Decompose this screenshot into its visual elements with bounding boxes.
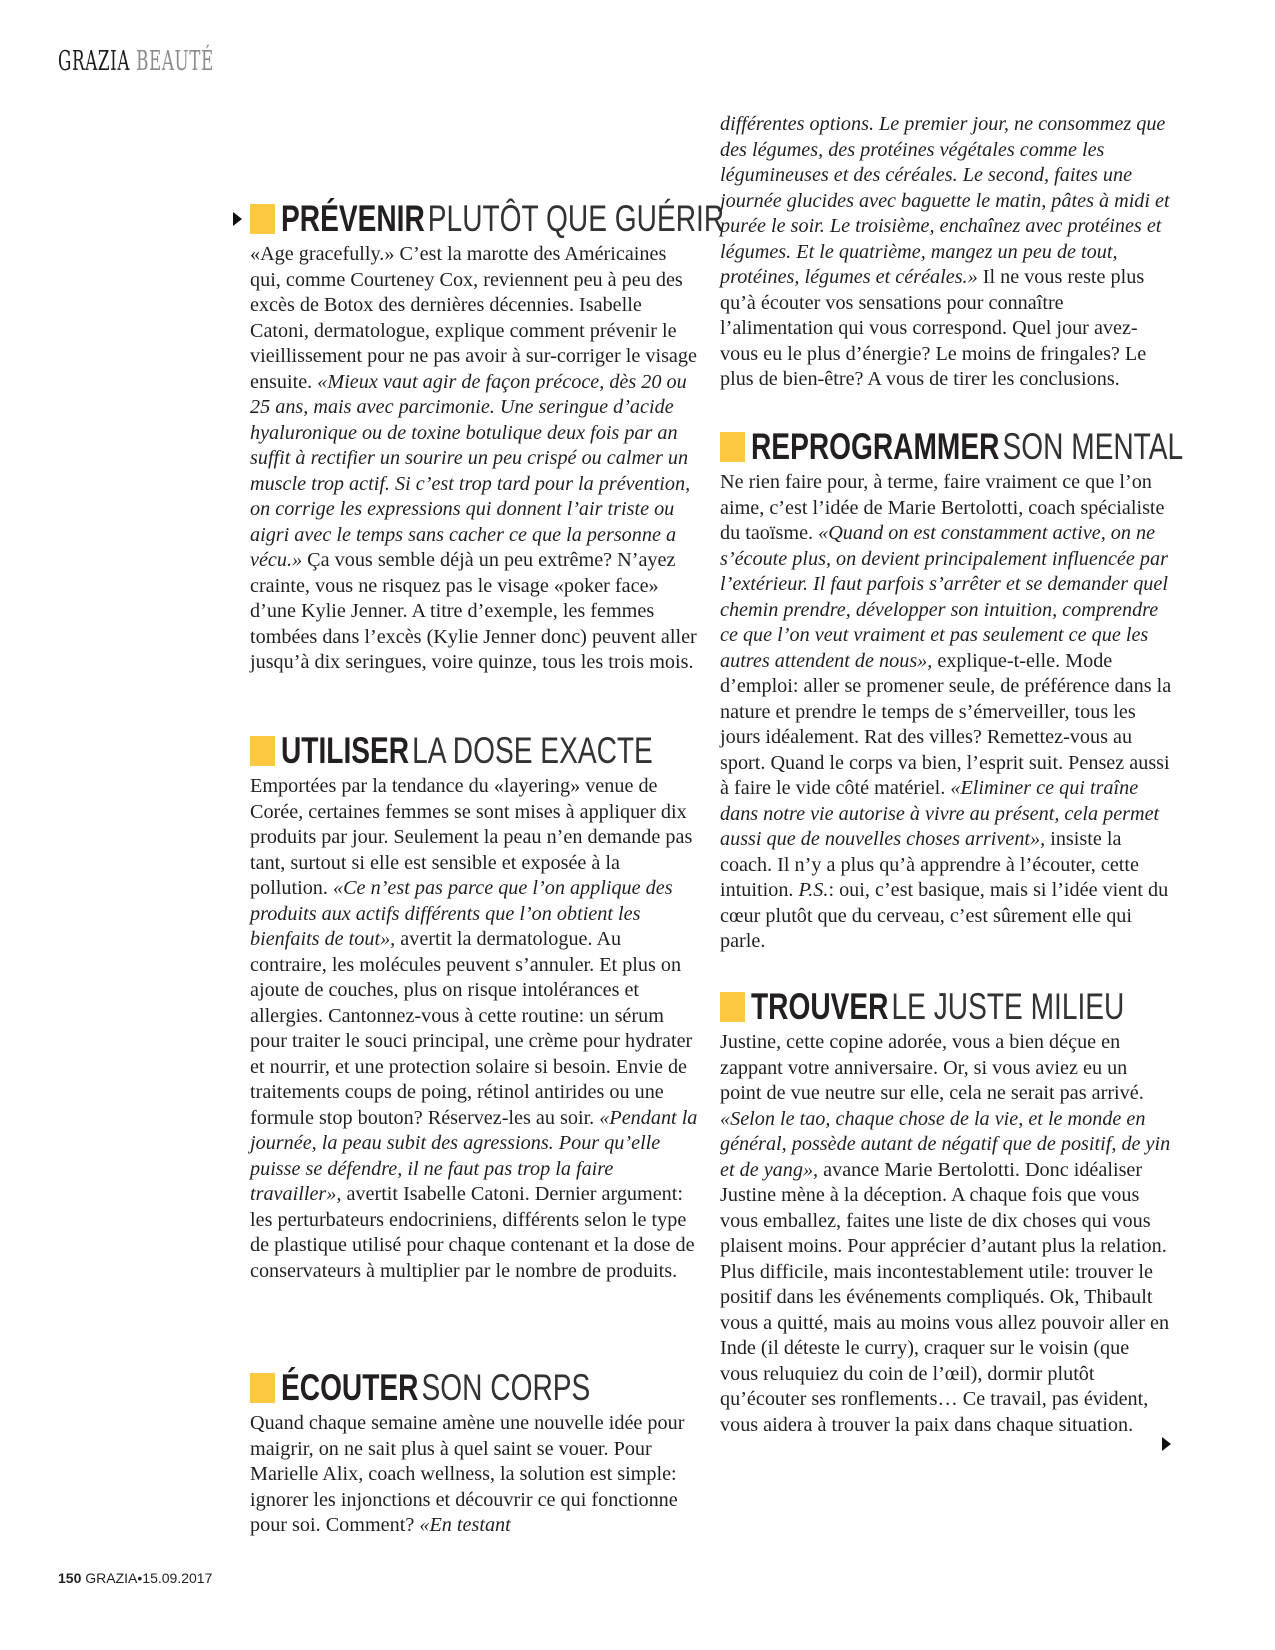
body-text: avertit Isabelle Catoni. Dernier argument: les perturbateurs endocriniens, différents selon le type de plastique utilisé pour chaque contenant et la dose de conservateurs à multiplier par le nombre de produits. <box>250 1183 695 1282</box>
yellow-square-icon <box>720 432 745 462</box>
section-heading <box>720 426 1184 468</box>
quote-text: «Ce n’est pas parce que l’on applique des produits aux actifs différents que l’on obtient les bienfaits de tout», <box>250 877 673 950</box>
section-ecouter <box>250 1367 702 1539</box>
section-ecouter-continued <box>720 112 1172 393</box>
section-heading <box>250 1367 702 1409</box>
body-text: Quand chaque semaine amène une nouvelle idée pour maigrir, on ne sait plus à quel saint se vouer. Pour Marielle Alix, coach wellness, la solution est simple: ignorer les injonctions et découvrir ce qui fonctionne pour soi. Comment? <box>250 1412 685 1536</box>
heading-bold: TROUVER <box>751 986 889 1027</box>
section-heading <box>250 730 702 772</box>
yellow-square-icon <box>720 992 745 1022</box>
body-text: avance Marie Bertolotti. Donc idéaliser Justine mène à la déception. A chaque fois que vous vous emballez, faites une liste de dix choses qui vous plaisent moins. Pour apprécier d’autant plus la relation. Plus difficile, mais incontestablement utile: trouver le positif dans les événements compliqués. Ok, Thibault vous a quitté, mais au moins vous allez pouvoir aller en Inde (il déteste le curry), craquer sur le voisin (que vous reluquiez du coin de l’œil), dormir plutôt qu’écouter ses ronflements… Ce travail, pas évident, vous aidera à trouver la paix dans chaque situation. <box>720 1158 1170 1436</box>
quote-text: «Eliminer ce qui traîne dans notre vie autorise à vivre au présent, cela permet aussi que de nouvelles choses arrivent», <box>720 777 1160 850</box>
page-number: 150 <box>58 1570 82 1586</box>
quote-text: P.S. <box>798 879 829 901</box>
quote-text: «Quand on est constamment active, on ne s’écoute plus, on devient principalement influencée par l’extérieur. Il faut parfois s’arrêter et se demander quel chemin prendre, développer son intuition, comprendre ce que l’on veut vraiment et pas seulement ce que les autres attendent de nous», <box>720 522 1168 672</box>
body-text: Il ne vous reste plus qu’à écouter vos sensations pour connaître l’alimentation qui vous correspond. Quel jour avez-vous eu le plus d’énergie? Le moins de fringales? Le plus de bien-être? A vous de tirer les conclusions. <box>720 266 1147 390</box>
body-text: Justine, cette copine adorée, vous a bien déçue en zappant votre anniversaire. Or, si vous aviez eu un point de vue neutre sur elle, cela ne serait pas arrivé. <box>720 1031 1144 1104</box>
body-text: : oui, c’est basique, mais si l’idée vient du cœur plutôt que du cerveau, c’est sûrement elle qui parle. <box>720 879 1169 952</box>
heading-light: LA DOSE EXACTE <box>412 730 653 771</box>
quote-text: différentes options. Le premier jour, ne consommez que des légumes, des protéines végétales comme les légumineuses et des céréales. Le second, faites une journée glucides avec baguette le matin, pâtes à midi et purée le soir. Le troisième, enchaînez avec protéines et légumes. Et le quatrième, mangez un peu de tout, protéines, légumes et céréales.» <box>720 113 1170 288</box>
section-heading <box>720 986 1172 1028</box>
quote-text: «Selon le tao, chaque chose de la vie, et le monde en général, possède autant de négatif que de positif, de yin et de yang», <box>720 1107 1171 1181</box>
heading-text <box>751 426 1183 468</box>
masthead <box>58 46 214 77</box>
yellow-square-icon <box>250 204 275 234</box>
page-footer <box>58 1570 212 1586</box>
section-trouver <box>720 986 1172 1438</box>
yellow-square-icon <box>250 736 275 766</box>
section-body <box>250 242 702 676</box>
section-body <box>720 470 1172 955</box>
body-text: «Age gracefully.» C’est la marotte des Américaines qui, comme Courteney Cox, reviennent peu à peu des excès de Botox des dernières décennies. Isabelle Catoni, dermatologue, explique comment prévenir le vieillissement pour ne pas avoir à sur-corriger le visage ensuite. <box>250 243 697 393</box>
heading-light: LE JUSTE MILIEU <box>891 986 1125 1027</box>
heading-text <box>281 1367 590 1409</box>
quote-text: «Mieux vaut agir de façon précoce, dès 20 ou 25 ans, mais avec parcimonie. Une seringue d’acide hyaluronique ou de toxine botulique deux fois par an suffit à rectifier un sourire un peu crispé ou calmer un muscle trop actif. Si c’est trop tard pour la prévention, on corrige les expressions qui donnent l’air triste ou aigri avec le temps sans cacher ce que la personne a vécu.» <box>250 370 691 571</box>
triangle-arrow-icon <box>233 212 242 226</box>
section-body <box>250 1411 702 1539</box>
body-text: explique-t-elle. Mode d’emploi: aller se promener seule, de préférence dans la nature et prendre le temps de s’émerveiller, tous les jours idéalement. Rat des villes? Remettez-vous au sport. Quand le corps va bien, l’esprit suit. Pensez aussi à faire le vide côté matériel. <box>720 649 1172 799</box>
heading-text <box>281 198 724 240</box>
footer-magazine: GRAZIA <box>85 1570 138 1586</box>
body-text: Emportées par la tendance du «layering» venue de Corée, certaines femmes se sont mises à appliquer dix produits par jour. Seulement la peau n’en demande pas tant, surtout si elle est sensible et exposée à la pollution. <box>250 775 693 899</box>
section-prevenir <box>250 198 725 676</box>
issue-date: 15.09.2017 <box>142 1570 213 1586</box>
quote-text: «Pendant la journée, la peau subit des agressions. Pour qu’elle puisse se défendre, il ne faut pas trop la faire travailler», <box>250 1106 698 1205</box>
heading-light: SON CORPS <box>421 1367 591 1408</box>
section-body <box>720 1030 1172 1438</box>
heading-bold: UTILISER <box>281 730 410 771</box>
yellow-square-icon <box>250 1373 275 1403</box>
heading-bold: REPROGRAMMER <box>751 426 1000 467</box>
body-text: Ne rien faire pour, à terme, faire vraiment ce que l’on aime, c’est l’idée de Marie Bertolotti, coach spécialiste du taoïsme. <box>720 471 1165 544</box>
footer-separator: • <box>137 1570 143 1586</box>
end-arrow-icon <box>1162 1437 1171 1451</box>
heading-light: SON MENTAL <box>1002 426 1184 467</box>
section-body <box>250 774 702 1284</box>
quote-text: «En testant <box>419 1514 511 1536</box>
heading-bold: ÉCOUTER <box>281 1367 419 1408</box>
body-text: Ça vous semble déjà un peu extrême? N’ayez crainte, vous ne risquez pas le visage «poker face» d’une Kylie Jenner. A titre d’exemple, les femmes tombées dans l’excès (Kylie Jenner donc) peuvent aller jusqu’à dix seringues, voire quinze, tous les trois mois. <box>250 549 697 673</box>
section-heading <box>250 198 725 240</box>
section-reprogrammer <box>720 426 1184 955</box>
section-body <box>720 112 1172 393</box>
heading-light: PLUTÔT QUE GUÉRIR <box>427 198 725 239</box>
section-utiliser <box>250 730 702 1284</box>
heading-text <box>751 986 1124 1028</box>
brand-name: GRAZIA <box>58 46 131 77</box>
section-name: BEAUTÉ <box>136 46 214 77</box>
heading-text <box>281 730 653 772</box>
heading-bold: PRÉVENIR <box>281 198 425 239</box>
body-text: insiste la coach. Il n’y a plus qu’à apprendre à l’écouter, cette intuition. <box>720 828 1139 901</box>
body-text: avertit la dermatologue. Au contraire, les molécules peuvent s’annuler. Et plus on ajoute de couches, plus on risque intolérances et allergies. Cantonnez-vous à cette routine: un sérum pour traiter le souci principal, une crème pour hydrater et nourrir, et une protection solaire si besoin. Envie de traitements coups de poing, rétinol antirides ou une formule stop bouton? Réservez-les au soir. <box>250 928 693 1129</box>
